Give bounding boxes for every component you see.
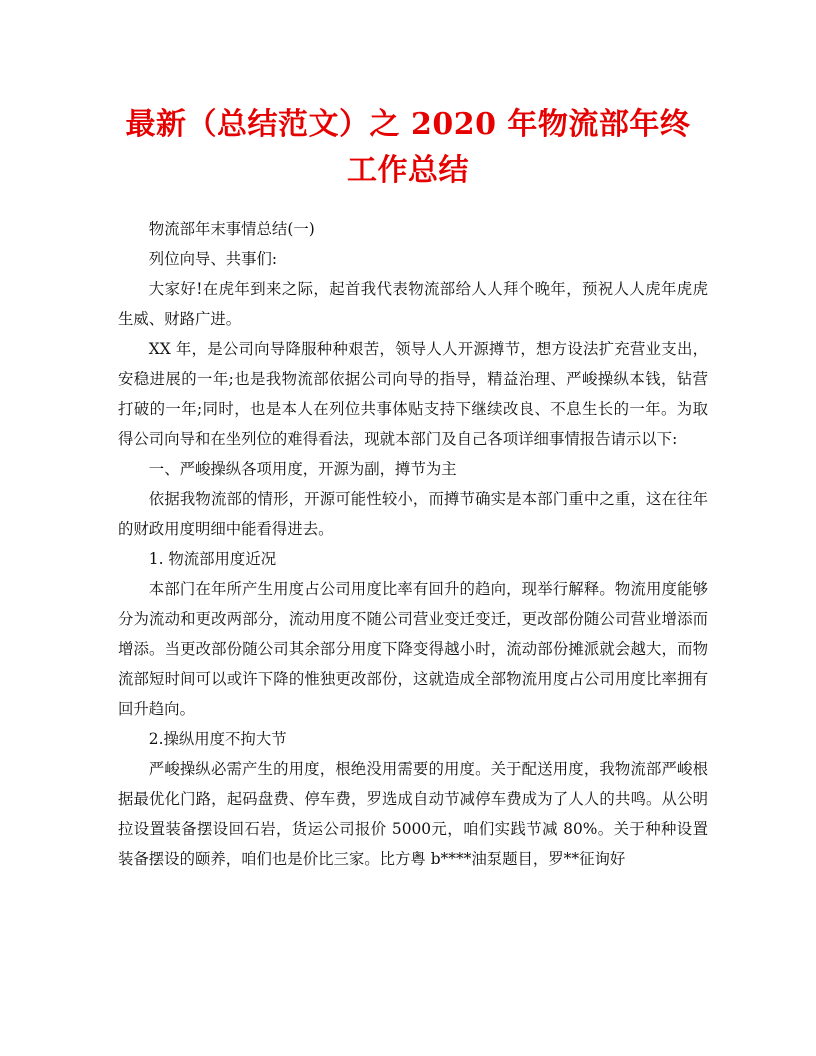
title-line-2: 工作总结 <box>347 153 469 188</box>
cost-details-paragraph: 严峻操纵必需产生的用度，根绝没用需要的用度。关于配送用度，我物流部严峻根据最优化门路，起码盘费、停车费，罗选成自动节减停车费成为了人人的共鸣。从公明拉设置装备摆设回石岩，货运公司报价 5000元，咱们实践节减 80%。关于种种设置装备摆设的颐养，咱们也是价比三家。比方粤 b****油泵题目，罗**征询好 <box>118 760 708 868</box>
salutation: 列位向导、共事们: <box>148 250 278 268</box>
section-heading: 物流部年末事情总结(一) <box>148 220 315 238</box>
intro-paragraph: XX 年，是公司向导降服种种艰苦，领导人人开源撙节，想方设法扩充营业支出，安稳进展的一年;也是我物流部依据公司向导的指导，精益治理、严峻操纵本钱，钻营打破的一年;同时，也是本人在列位共事体贴支持下继续改良、不息生长的一年。为取得公司向导和在坐列位的难得看法，现就本部门及自己各项详细事情报告请示以下: <box>118 340 708 448</box>
subheading-cost-details: 2.操纵用度不拘大节 <box>148 730 287 748</box>
greeting-paragraph: 大家好!在虎年到来之际，起首我代表物流部给人人拜个晚年，预祝人人虎年虎虎生威、财路广进。 <box>118 280 708 328</box>
subheading-cost-status: 1. 物流部用度近况 <box>148 550 277 568</box>
document-body <box>118 214 708 874</box>
title-line-1: 最新（总结范文）之 2020 年物流部年终 <box>125 107 691 142</box>
document-title <box>100 102 716 194</box>
cost-status-paragraph: 本部门在年所产生用度占公司用度比率有回升的趋向，现举行解释。物流用度能够分为流动和更改两部分，流动用度不随公司营业变迁变迁，更改部份随公司营业增添而增添。当更改部份随公司其余部分用度下降变得越小时，流动部份摊派就会越大，而物流部短时间可以或许下降的惟独更改部份，这就造成全部物流用度占公司用度比率拥有回升趋向。 <box>118 580 708 718</box>
cost-control-paragraph: 依据我物流部的情形，开源可能性较小，而撙节确实是本部门重中之重，这在往年的财政用度明细中能看得进去。 <box>118 490 708 538</box>
subheading-cost-control: 一、严峻操纵各项用度，开源为副，撙节为主 <box>148 460 457 478</box>
